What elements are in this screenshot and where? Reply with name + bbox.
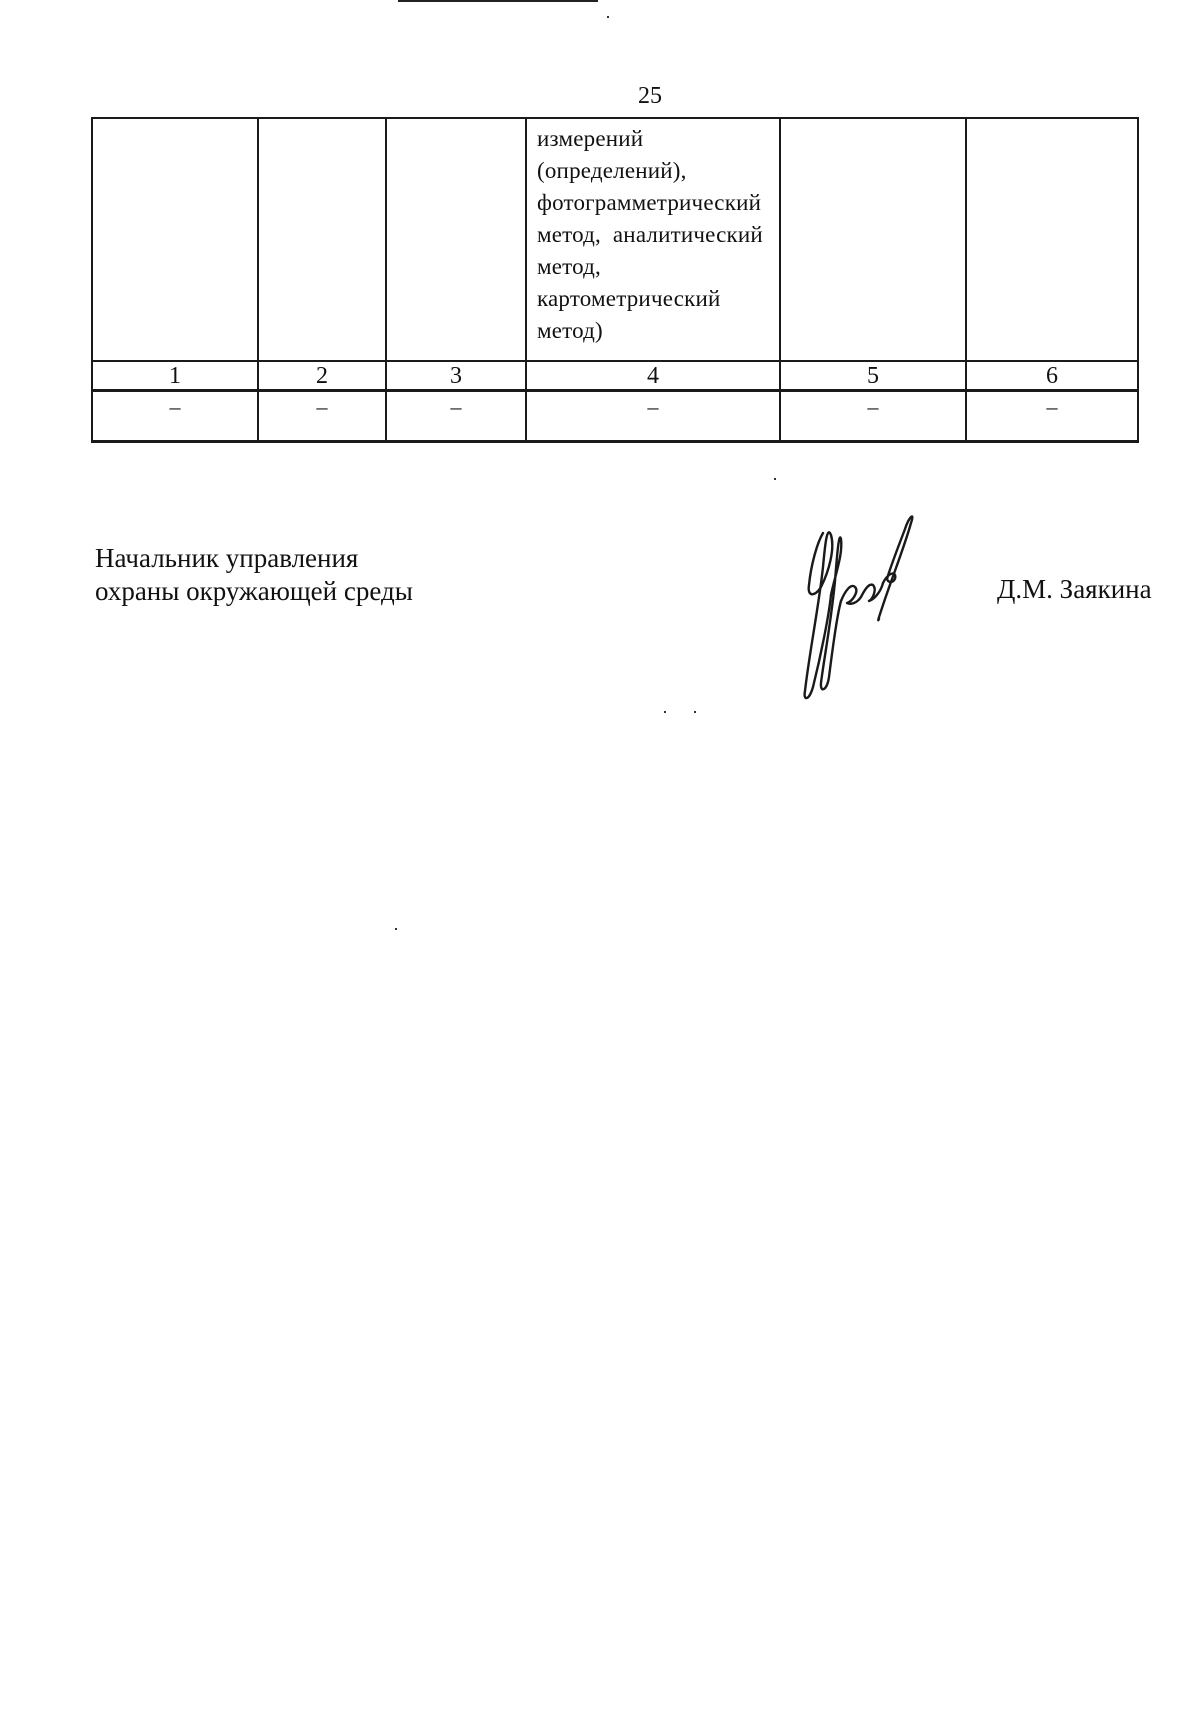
table-cell-col-6 xyxy=(966,118,1138,361)
signer-name: Д.М. Заякина xyxy=(997,574,1152,604)
column-number: 1 xyxy=(92,361,258,391)
table-cell-dash: – xyxy=(386,391,526,442)
table-cell-dash: – xyxy=(780,391,966,442)
table-cell-dash: – xyxy=(526,391,780,442)
signature-stroke xyxy=(861,583,883,601)
signer-title-line: охраны окружающей среды xyxy=(95,576,413,606)
signature-stroke xyxy=(805,532,833,698)
table-cell-col-5 xyxy=(780,118,966,361)
method-line: картометрический xyxy=(537,286,721,311)
table-cell-dash: – xyxy=(258,391,386,442)
scan-speck xyxy=(607,16,609,18)
table-row-column-numbers xyxy=(92,361,1138,391)
method-line: метод, аналитический xyxy=(537,222,763,247)
scan-speck xyxy=(694,711,696,713)
column-number: 5 xyxy=(780,361,966,391)
column-number: 3 xyxy=(386,361,526,391)
table-cell-method xyxy=(526,118,780,361)
table-cell-dash: – xyxy=(966,391,1138,442)
method-line: фотограмметрический xyxy=(537,190,762,215)
table-cell-col-2 xyxy=(258,118,386,361)
column-number: 2 xyxy=(258,361,386,391)
column-number: 6 xyxy=(966,361,1138,391)
method-line: метод) xyxy=(537,318,603,343)
table-cell-dash: – xyxy=(92,391,258,442)
table-row-content xyxy=(92,118,1138,361)
column-number: 4 xyxy=(526,361,780,391)
scan-speck xyxy=(395,928,397,930)
handwritten-signature xyxy=(795,505,935,705)
table-cell-col-3 xyxy=(386,118,526,361)
method-line: измерений xyxy=(537,126,644,151)
continuation-table xyxy=(91,117,1139,443)
signature-stroke xyxy=(878,516,912,620)
table-row-values xyxy=(92,391,1138,442)
signer-title-line: Начальник управления xyxy=(95,543,359,573)
method-line: (определений), xyxy=(537,158,687,183)
scan-top-line xyxy=(398,0,598,2)
scan-speck xyxy=(774,478,776,480)
method-line: метод, xyxy=(537,254,602,279)
scan-speck xyxy=(664,711,666,713)
signature-stroke xyxy=(841,586,861,604)
signer-title xyxy=(95,542,413,608)
table-cell-col-1 xyxy=(92,118,258,361)
page-number: 25 xyxy=(638,83,662,109)
